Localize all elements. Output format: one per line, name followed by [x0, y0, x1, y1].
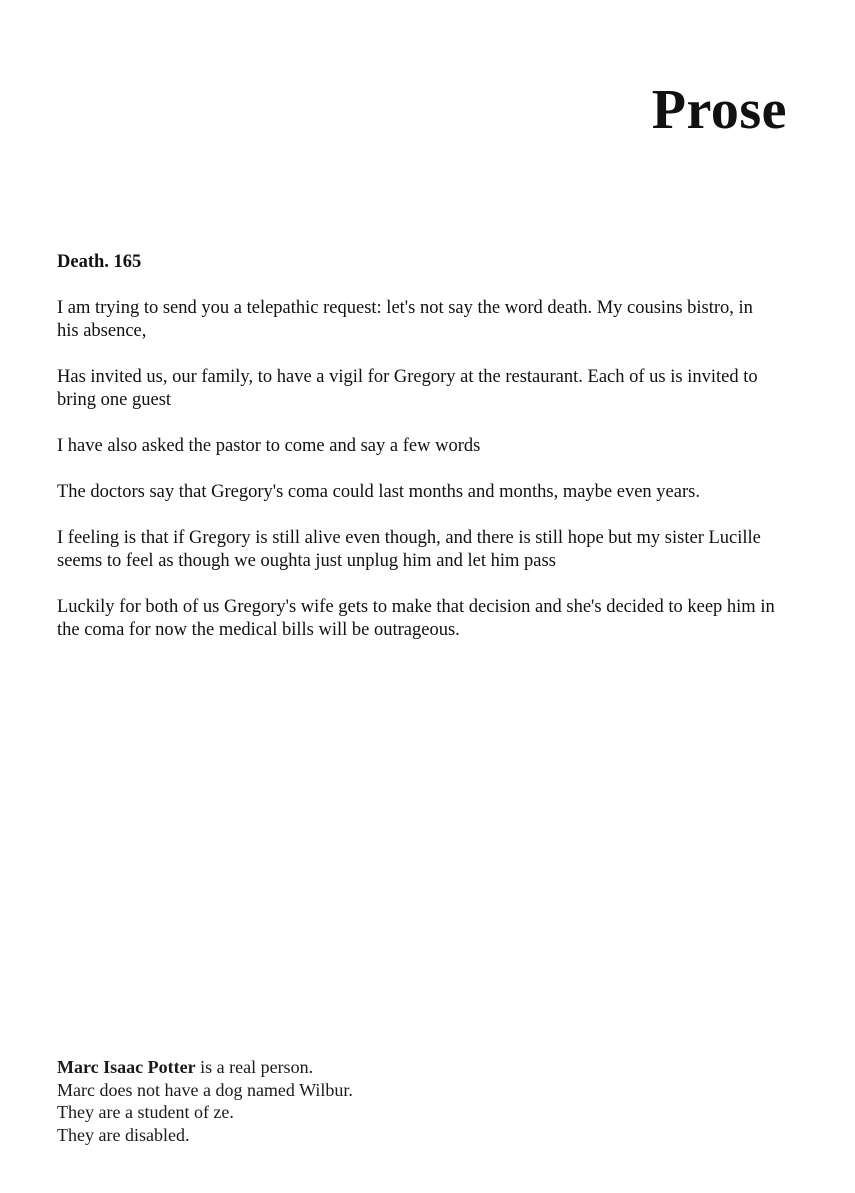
paragraph: I have also asked the pastor to come and say a few words [57, 436, 481, 456]
author-bio [57, 1056, 797, 1146]
piece-title: Death. 165 [57, 252, 142, 272]
bio-line [57, 1056, 797, 1079]
bio-line: They are disabled. [57, 1124, 190, 1145]
paragraph: I feeling is that if Gregory is still alive even though, and there is still hope but my sister Lucille seems to feel as though we oughta just unplug him and let him pass [57, 528, 761, 571]
bio-line: They are a student of ze. [57, 1102, 234, 1122]
paragraph: Has invited us, our family, to have a vigil for Gregory at the restaurant. Each of us is invited to bring one guest [57, 367, 758, 410]
paragraph: The doctors say that Gregory's coma could last months and months, maybe even years. [57, 482, 700, 502]
bio-line: Marc does not have a dog named Wilbur. [57, 1079, 353, 1100]
prose-piece [57, 251, 797, 665]
paragraph: Luckily for both of us Gregory's wife gets to make that decision and she's decided to keep him in the coma for now the medical bills will be outrageous. [57, 597, 775, 640]
section-heading: Prose [651, 79, 787, 141]
bio-name-suffix: is a real person. [195, 1057, 314, 1077]
paragraph: I am trying to send you a telepathic request: let's not say the word death. My cousins bistro, in his absence, [57, 298, 753, 341]
author-name: Marc Isaac Potter [57, 1057, 196, 1077]
